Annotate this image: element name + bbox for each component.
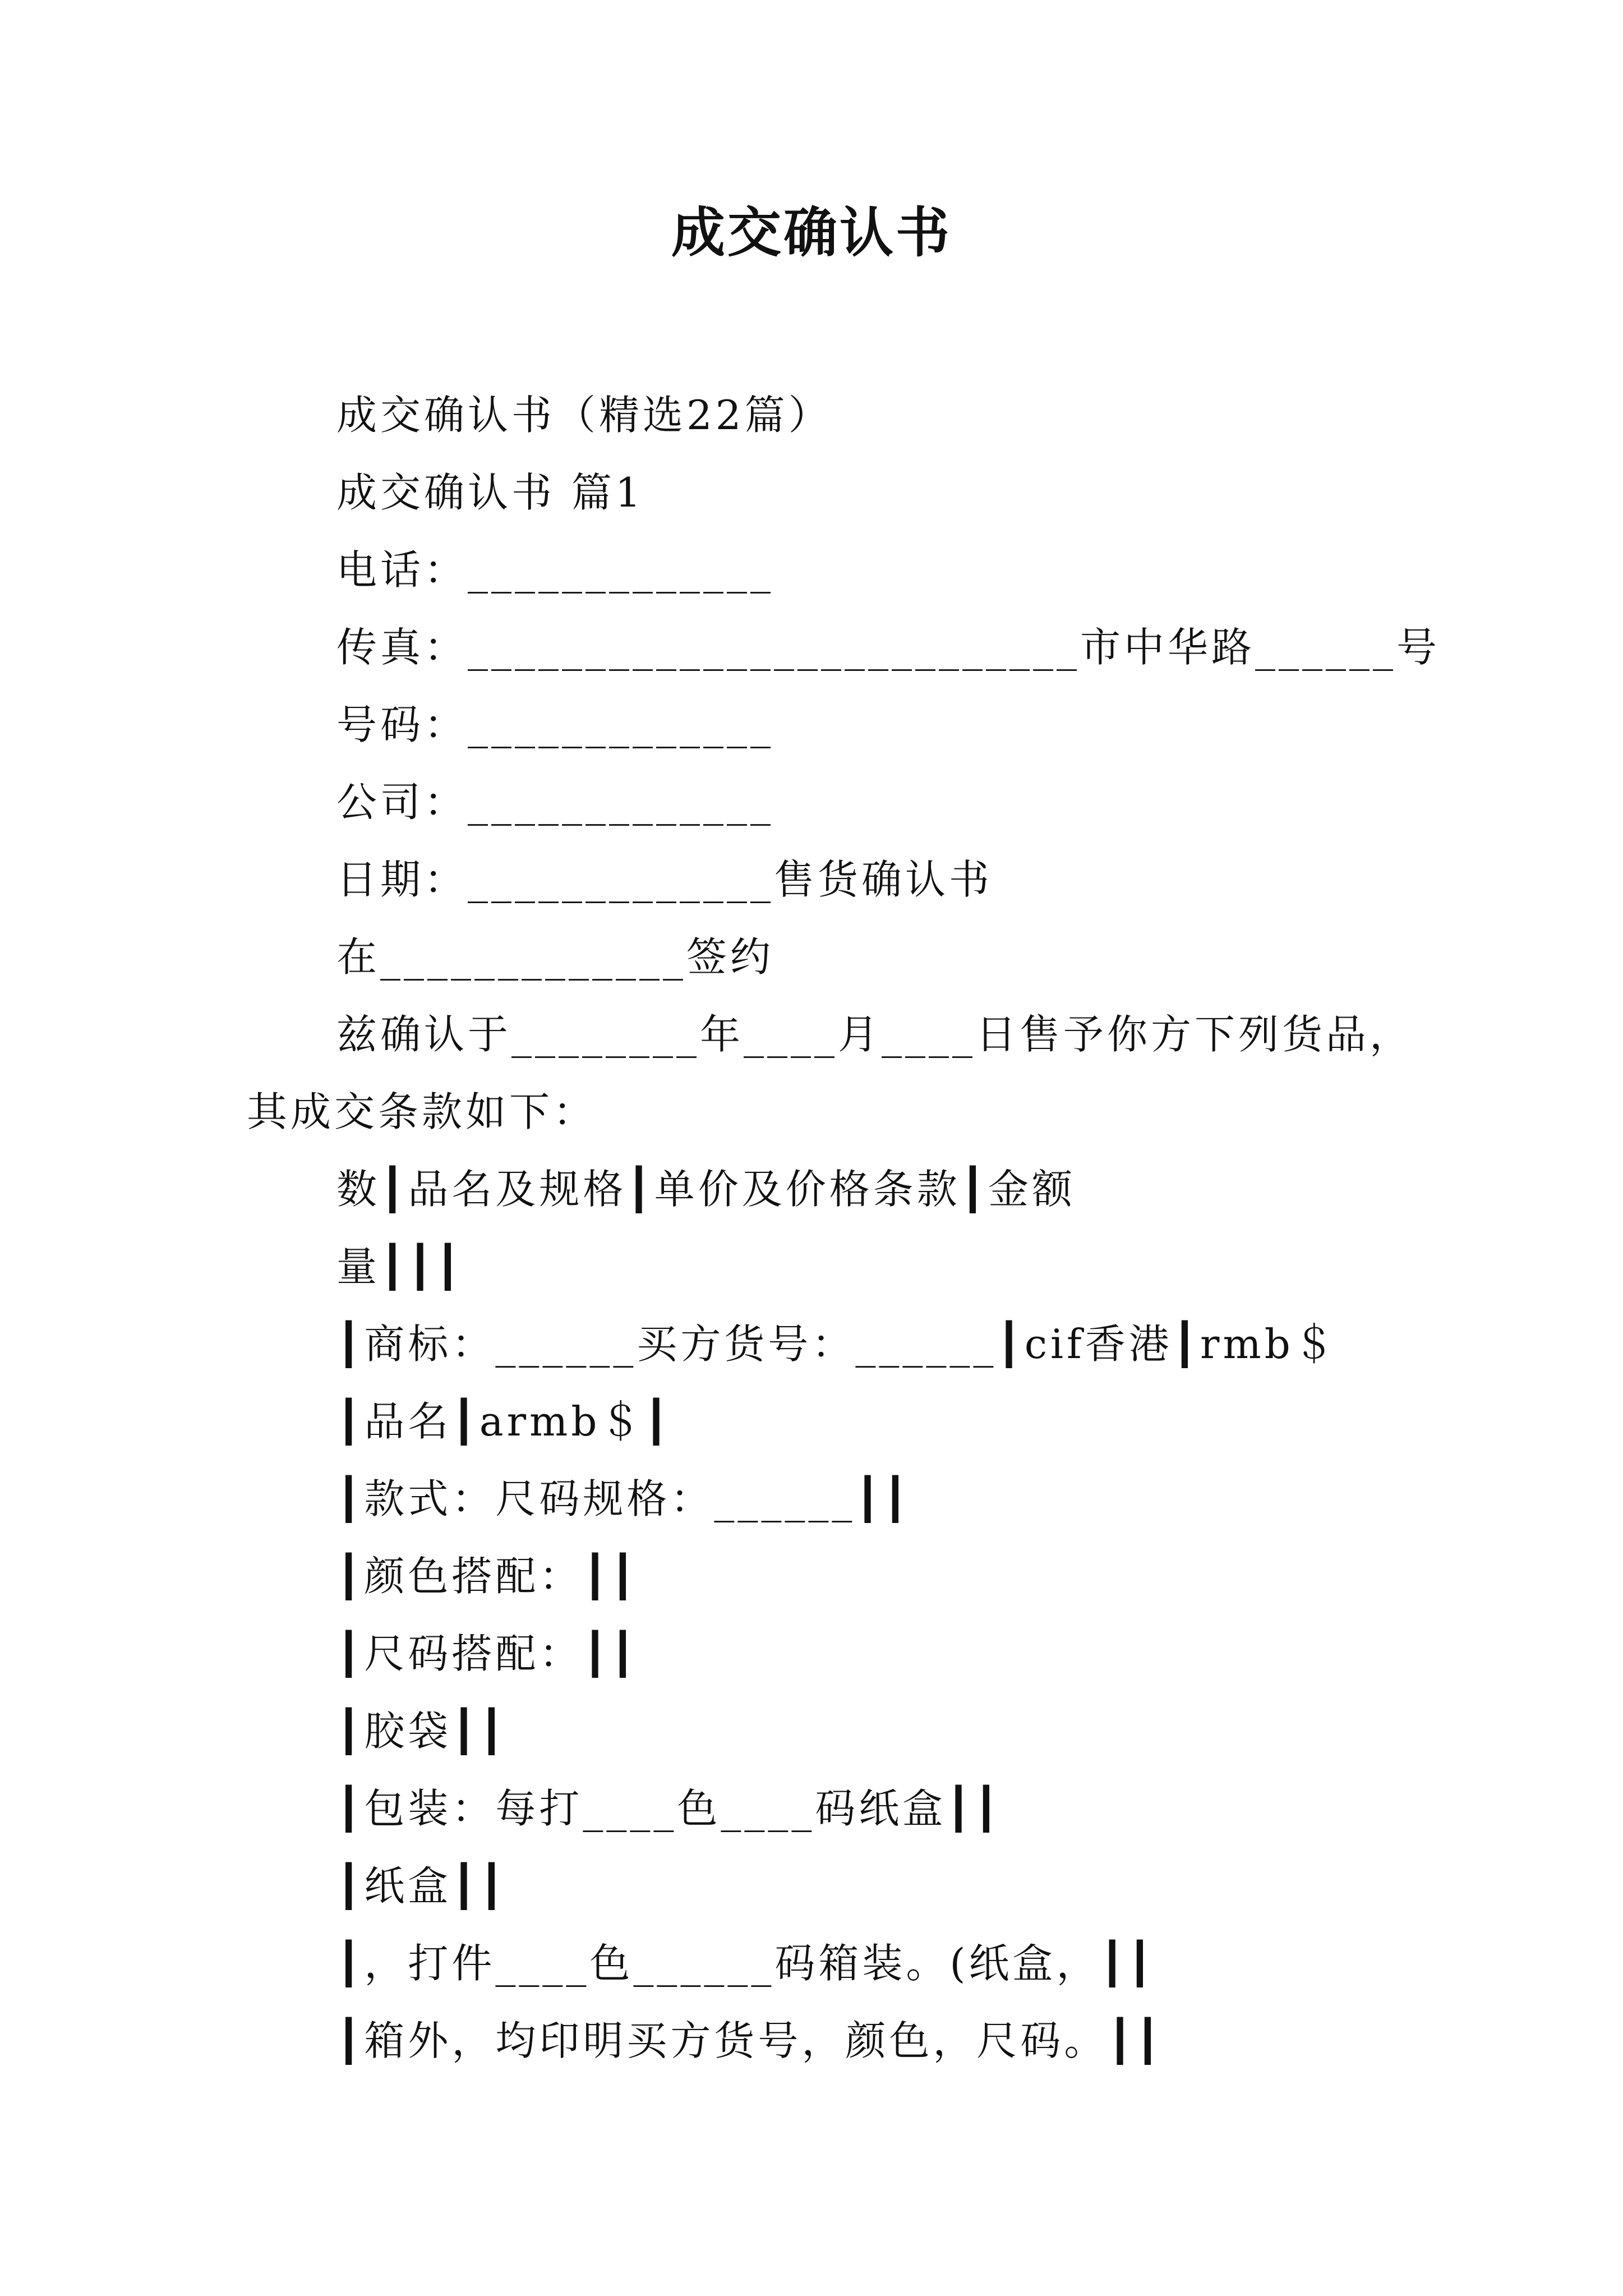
table-row: ┃，打件____色______码箱装。(纸盒，┃┃	[336, 1940, 1156, 1987]
table-row: ┃颜色搭配：┃┃	[336, 1553, 639, 1600]
subtitle-line: 成交确认书（精选22篇）	[336, 392, 832, 439]
date-field: 日期：_____________售货确认书	[336, 856, 993, 903]
table-row: ┃胶袋┃┃	[336, 1708, 508, 1755]
table-row: ┃纸盒┃┃	[336, 1862, 508, 1910]
confirmation-paragraph: 兹确认于________年____月____日售予你方下列货品，	[336, 1011, 1414, 1058]
table-row: ┃品名┃armb＄┃	[336, 1398, 672, 1445]
table-row: ┃包装：每打____色____码纸盒┃┃	[336, 1785, 1002, 1832]
number-field: 号码：_____________	[336, 701, 774, 748]
phone-field: 电话：_____________	[336, 546, 774, 593]
table-header-row: 数┃品名及规格┃单价及价格条款┃金额	[336, 1166, 1076, 1213]
fax-field: 传真：__________________________市中华路______号	[336, 624, 1441, 671]
table-header-row-continued: 量┃┃┃	[336, 1243, 464, 1290]
table-row: ┃款式：尺码规格：______┃┃	[336, 1475, 911, 1522]
section-heading: 成交确认书 篇1	[336, 469, 644, 516]
table-row: ┃商标：______买方货号：______┃cif香港┃rmb＄	[336, 1320, 1338, 1368]
confirmation-paragraph-continued: 其成交条款如下：	[247, 1088, 597, 1135]
signing-place-field: 在_____________签约	[336, 933, 774, 981]
table-row: ┃箱外，均印明买方货号，颜色，尺码。┃┃	[336, 2017, 1164, 2064]
company-field: 公司：_____________	[336, 779, 774, 826]
table-row: ┃尺码搭配：┃┃	[336, 1630, 639, 1677]
document-title: 成交确认书	[671, 201, 952, 264]
